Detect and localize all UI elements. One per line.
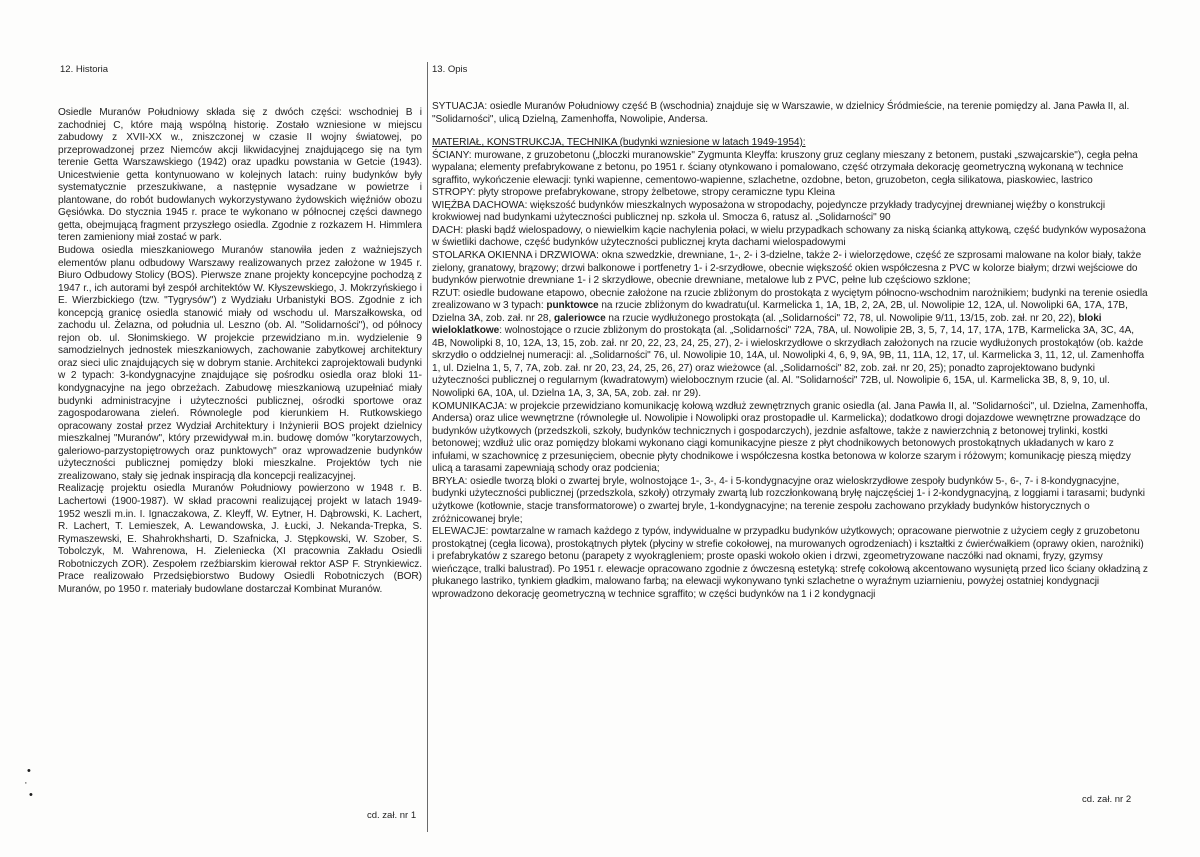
stropy-paragraph: STROPY: płyty stropowe prefabrykowane, stropy żelbetowe, stropy ceramiczne typu Kleina <box>432 187 835 199</box>
history-paragraph-3: Realizację projektu osiedla Muranów Południowy powierzono w 1948 r. B. Lachertowi (1900-1987). W skład pracowni realizującej projekt w latach 1949-1952 weszli m.in. I. Ignaczakowa, Z. Kleyff, W. Eytner, H. Dąbrowski, K. Lachert, R. Lachert, T. Lemieszek, A. Lewandowska, J. Łucki, J. Nekanda-Trepka, S. Rymaszewski, E. Shahrokhsharti, D. Szafnicka, J. Stępkowski, W. Szober, S. Tobolczyk, M. Wahrenowa, H. Zieleniecka (XI pracownia Zakładu Osiedli Robotniczych ZOR). Zespołem rzeźbiarskim kierował rektor ASP F. Strynkiewicz. Prace realizowało Przedsiębiorstwo Budowy Osiedli Robotniczych (BOR) Muranów, po 1950 r. materiały budowlane dostarczał Kombinat Muranów. <box>58 483 422 595</box>
footer-continuation-1: cd. zał. nr 1 <box>367 810 417 821</box>
history-paragraph-2: Budowa osiedla mieszkaniowego Muranów stanowiła jeden z ważniejszych elementów planu odbudowy Warszawy realizowanych przez założone w 1945 r. Biuro Odbudowy Stolicy (BOS). Pierwsze znane projekty koncepcyjne pochodzą z 1947 r., ich autorami był zespół architektów W. Kłyszewskiego, J. Mokrzyńskiego i E. Wierzbickiego (tzw. "Tygrysów") z Wydziału Urbanistyki BOS. Zgodnie z ich koncepcją granicę osiedla stanowić miały od wschodu ul. Marszałkowska, od zachodu ul. Żelazna, od południa ul. Leszno (ob. Al. "Solidarności"), od północy rejon ob. ul. Słonimskiego. W projekcie przewidziano m.in. wydzielenie 9 samodzielnych jednostek mieszkaniowych, zachowanie zabytkowej architektury oraz sieci ulic znajdujących się w dobrym stanie. Architekci zaprojektowali budynki w 2 typach: 3-kondygnacyjne znajdujące się pośrodku osiedla oraz bloki 11-kondygnacyjne na jego obrzeżach. Zabudowę mieszkaniową uzupełniać miały budynki administracyjne i użyteczności publicznej, ośrodki sportowe oraz zagospodarowana zieleń. Równolegle pod kierunkiem H. Rutkowskiego opracowany został przez Wydział Architektury i Inżynierii BOS projekt dzielnicy mieszkalnej "Muranów", który przewidywał m.in. budowę domów "korytarzowych, galeriowo-parzystopiętrowych oraz punktowych" oraz wprowadzenie budynków użyteczności publicznej pomiędzy bloki mieszkalne. Projektów tych nie zrealizowano, stały się jednak inspiracją dla koncepcji realizacyjnej. <box>58 245 422 482</box>
margin-dot-3: • <box>29 789 33 801</box>
stolarka-paragraph: STOLARKA OKIENNA i DRZWIOWA: okna szwedzkie, drewniane, 1-, 2- i 3-dzielne, także 2- i wielorzędowe, część ze szprosami malowane na kolor biały, także zielony, granatowy, brązowy; drzwi balkonowe i portfenetry 1- i 2-srzydłowe, obecnie większość okien współczesna z PVC w kolorze białym; drzwi wejściowe do budynków pierwotnie drewniane 1- i 2 skrzydłowe, obecnie drewniane, metalowe lub z PVC, pełne lub częściowo szklone; <box>432 250 1142 287</box>
rzut-text-1: RZUT: osiedle budowane etapowo, obecnie założone na rzucie zbliżonym do prostokąta z wyciętym północno-wschodnim narożnikiem; budynki na terenie osiedla zrealizowano w 3 typach: <box>432 287 1148 312</box>
section-heading-opis: 13. Opis <box>432 64 468 75</box>
elewacje-paragraph: ELEWACJE: powtarzalne w ramach każdego z typów, indywidualne w przypadku budynków użytkowych; opracowane pierwotnie z użyciem cegły z gruzobetonu prostokątnej (cegła licowa), prostokątnych płytek (płyciny w strefie cokołowej, na murowanych ogrodzeniach) i kształtki z ćwierćwałkiem (oprawy okien, narożniki) i prefabrykatów z szarego betonu (parapety z wyokrągleniem; proste opaski wokoło okien i drzwi, zgeometryzowane naczółki nad oknami, fryzy, gzymsy wieńczące, tralki balustrad). Po 1951 r. elewacje opracowano zgodnie z ówczesną estetyką: strefę cokołową akcentowano wysuniętą przed lico ściany okładziną z płukanego lastriko, tynkiem gładkim, malowano farbą; na elewacji wykonywano tynki szlachetne o wyraźnym uziarnieniu, powyżej ostatniej kondygnacji wprowadzono dekorację geometryczną w technice sgraffito; w części budynków na 1 i 2 kondygnacji <box>432 526 1148 600</box>
rzut-text-3: na rzucie wydłużonego prostokąta (al. „Solidarności" 72, 78, ul. Nowolipie 9/11, 13/15, zob. zał. nr 20, 22), <box>605 312 1079 324</box>
rzut-text-2: na rzucie zbliżonym do kwadratu(ul. Karmelicka 1, 1A, 1B, 2, 2A, 2B, ul. Nowolipie 12, 12A, ul. Nowolipki 6A, 17A, 17B, Dzielna 3A, zob. zał. nr 28, <box>432 300 1128 324</box>
rzut-type-bloki: bloki wieloklatkowe <box>432 312 1102 337</box>
bryla-paragraph: BRYŁA: osiedle tworzą bloki o zwartej bryle, wolnostojące 1-, 3-, 4- i 5-kondygnacyjne oraz wieloskrzydłowe zespoły budynków 5-, 6-, 7- i 8-kondygnacyjne, budynki użyteczności publicznej (przedszkola, szkoły) otrzymały zwartą lub rozczłonkowaną bryłę najczęściej 1- i 2-kondygnacyjną, z loggiami i tarasami; budynki użytkowe (kotłownie, stacje transformatorowe) o zwartej bryle, 1-kondygnacyjne; na terenie zespołu zachowano przykłady budynków historycznych o zróżnicowanej bryle; <box>432 475 1145 525</box>
sytuacja-paragraph: SYTUACJA: osiedle Muranów Południowy część B (wschodnia) znajduje się w Warszawie, w dzielnicy Śródmieście, na terenie pomiędzy al. Jana Pawła II, al. "Solidarności", ulicą Dzielną, Zamenhoffa, Nowolipie, Andersa. <box>432 101 1130 125</box>
margin-dot-2: · <box>24 777 28 789</box>
column-divider <box>427 62 428 832</box>
history-column <box>58 107 422 596</box>
history-paragraph-1: Osiedle Muranów Południowy składa się z dwóch części: wschodniej B i zachodniej C, które mają wspólną historię. Zostało wzniesione w miejscu zabudowy z XVII-XX w., zniszczonej w czasie II wojny światowej, po przeprowadzonej przez Niemców akcji likwidacyjnej znajdującego się na tym terenie Getta Warszawskiego (1942) oraz upadku powstania w Getcie (1943). Unicestwienie getta kontynuowano w kolejnych latach: ruiny budynków były systematycznie przeszukiwane, a następnie wysadzane w powietrze i plantowane, do robót budowlanych wykorzystywano żydowskich więźniów obozu Gęsiówka. Do stycznia 1945 r. prace te wykonano w północnej części dawnego getta, obejmującą fragment przyszłego osiedla. Zgodnie z rozkazem H. Himmlera teren zamieniony miał zostać w park. <box>58 107 422 244</box>
footer-continuation-2: cd. zał. nr 2 <box>1082 794 1132 805</box>
sciany-paragraph: ŚCIANY: murowane, z gruzobetonu („bloczki muranowskie" Zygmunta Kleyffa: kruszony gruz ceglany mieszany z betonem, pustaki „szwajcarskie"), cegła pełna wypalana; elementy prefabrykowane z betonu, po 1951 r. ściany otynkowano i pomalowano, część otrzymała dekorację geometryczną wykonaną w technice sgraffito, wykończenie elewacji: tynki wapienne, cementowo-wapienne, szlachetne, ozdobne, beton, gruzobeton, cegła silikatowa, piaskowiec, lastrico <box>432 149 1138 186</box>
material-section-heading: MATERIAŁ, KONSTRUKCJA, TECHNIKA (budynki wzniesione w latach 1949-1954): <box>432 137 806 149</box>
komunikacja-paragraph: KOMUNIKACJA: w projekcie przewidziano komunikację kołową wzdłuż zewnętrznych granic osiedla (al. Jana Pawła II, al. "Solidarności", ul. Dzielna, Zamenhoffa, Andersa) oraz ulice wewnętrzne (równoległe ul. Nowolipie i Nowolipki oraz prostopadłe ul. Karmelicka); dodatkowo drogi dojazdowe wewnętrzne prowadzące do budynków użytkowych (przedszkoli, szkoły, budynków technicznych i gospodarczych), jezdnie asfaltowe, także z nawierzchnią z betonowej trylinki, kostki betonowej; wzdłuż ulic oraz pomiędzy blokami wykonano ciągi komunikacyjne piesze z płyt chodnikowych betonowych prostokątnych układanych w karo z infułami, w szachownicę z przesunięciem, obecnie płyty chodnikowe i współczesna kostka betonowa w kolorze szarym i różowym; komunikację pieszą między ulicą a tarasami zapewniają schody oraz podcienia; <box>432 400 1148 475</box>
dach-paragraph: DACH: płaski bądź wielospadowy, o niewielkim kącie nachylenia połaci, w wielu przypadkach schowany za niską ścianką attykową, część budynków wyposażona w świetliki dachowe, część budynków użyteczności publicznej kryta dachami wielospadowymi <box>432 224 1146 249</box>
rzut-type-punktowce: punktowce <box>546 300 599 312</box>
section-heading-historia: 12. Historia <box>60 64 109 75</box>
wiezba-paragraph: WIĘŹBA DACHOWA: większość budynków mieszkalnych wyposażona w stropodachy, pojedyncze przykłady tradycyjnej drewnianej więźby o konstrukcji krokwiowej nad budynkami użyteczności publicznej np. szkoła ul. Smocza 6, ratusz al. „Solidarności" 90 <box>432 199 1106 224</box>
rzut-paragraph <box>432 288 1148 401</box>
rzut-type-galeriowce: galeriowce <box>553 312 606 324</box>
rzut-text-4: : wolnostojące o rzucie zbliżonym do prostokąta (al. „Solidarności" 72A, 78A, ul. Nowolipie 2B, 3, 5, 7, 14, 17, 17A, 17B, Karmelicka 3A, 3C, 4A, 4B, Nowolipki 8, 10, 12A, 13, 15, zob. zał. nr 20, 22, 23, 24, 25, 27), 2- i wieloskrzydłowe o skrzydłach założonych na rzucie wydłużonych prostokątów (ob. każde skrzydło o oddzielnej numeracji: al. „Solidarności" 76, ul. Nowolipie 10, 14A, ul. Nowolipki 4, 6, 9, 9A, 9B, 11, 11A, 12, 17, ul. Karmelicka 3, 11, 12, ul. Zamenhoffa 1, ul. Dzielna 1, 5, 7, 7A, zob. zał. nr 20, 23, 24, 25, 26, 27) oraz wieżowce (al. „Solidarności" 82, zob. zał. nr 20, 25); ponadto zaprojektowano budynki użyteczności publicznej o regularnym (kwadratowym) wielobocznym rzucie (al. Al. "Solidarności" 72B, ul. Nowolipie 6, 15A, ul. Karmelicka 3B, 8, 9, 10, ul. Nowolipki 6A, 10A, ul. Dzielna 1A, 3, 3A, 5A, zob. zał. nr 29). <box>432 325 1145 400</box>
margin-dot-1: • <box>27 765 31 777</box>
description-column <box>432 101 1148 601</box>
